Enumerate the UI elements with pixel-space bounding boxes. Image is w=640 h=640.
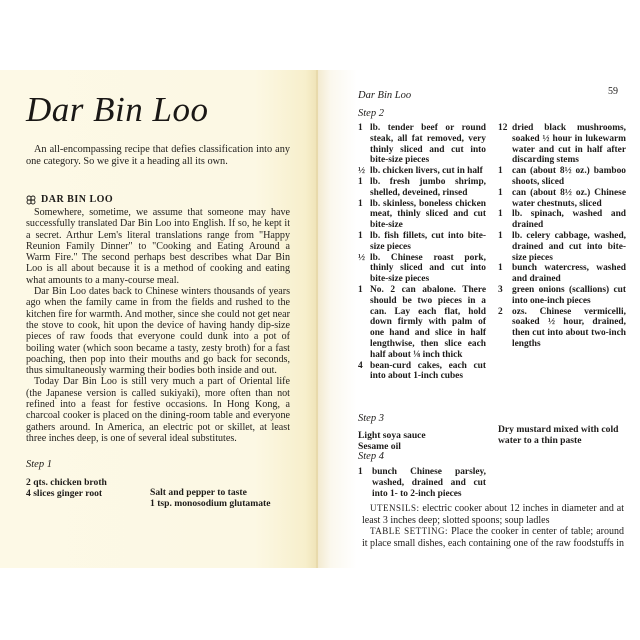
ingredient: 1 can (about 8½ oz.) Chinese water chestnuts, sliced — [498, 187, 626, 209]
right-page — [318, 70, 640, 568]
body-paragraph: Today Dar Bin Loo is still very much a part of Oriental life (the Japanese version is called sukiyaki), more often than not refined into a feast for festive occasions. In Hong Kong, a charcoal cooker is placed on the dining-room table and everyone gathers around. In America, an electric pot or skillet, at least three inches deep, is one of several ideal substitutes. — [26, 376, 290, 444]
step-3-ingredients-left — [358, 430, 426, 452]
ingredient: Sesame oil — [358, 441, 401, 452]
step-1-ingredients-left — [26, 477, 107, 499]
step-4-label: Step 4 — [358, 451, 384, 462]
running-head: Dar Bin Loo — [358, 90, 412, 101]
ingredient: 2 ozs. Chinese vermicelli, soaked ½ hour, drained, then cut into about two-inch lengths — [498, 306, 626, 349]
ingredient: 1 lb. skinless, boneless chicken meat, thinly sliced and cut bite-size — [358, 198, 486, 231]
clover-icon — [26, 195, 36, 205]
ingredient: 1 bunch Chinese parsley, washed, drained and cut into 1- to 2-inch pieces — [358, 467, 486, 499]
page-title: Dar Bin Loo — [26, 90, 209, 129]
step-4-ingredients — [358, 467, 486, 499]
ingredient: 1 lb. spinach, washed and drained — [498, 209, 626, 231]
step-1-ingredients-right — [150, 487, 270, 509]
body-paragraph: Dar Bin Loo dates back to Chinese winters thousands of years ago when the family came in from the fields and rushed to the kitchen fire for warmth. And mother, since she could not get near the stove to cook, hit upon the device of having handy dip-size pieces of raw foods that everyone could dunk into a pot of boiling water (which soon became a tasty, zesty broth) for a fast poaching, then pop into their mouths and go back for seconds, thus simultaneously warming their bodies both inside and out. — [26, 286, 290, 377]
ingredient: Light soya sauce — [358, 430, 426, 441]
body-paragraph: Somewhere, sometime, we assume that someone may have successfully translated Dar Bin Loo into English. If so, he kept it a secret. Arthur Lem's literal translations range from "Happy Reunion Family Dinner" to "Cooking and Eating Around a Warm Fire." The second perhaps best describes what Dar Bin Loo is all about because it is a method of cooking and eating what amounts to a many-course meal. — [26, 207, 290, 286]
step-3-ingredients-right — [498, 424, 626, 446]
recipe-heading-text: DAR BIN LOO — [41, 194, 114, 205]
recipe-body — [26, 207, 290, 444]
utensils-note: UTENSILS: electric cooker about 12 inches in diameter and at least 3 inches deep; slotted spoons; soup ladles — [362, 503, 624, 526]
left-page — [0, 70, 318, 568]
step-1-label: Step 1 — [26, 459, 52, 470]
step-3-label: Step 3 — [358, 413, 384, 424]
ingredient: 1 tsp. monosodium glutamate — [150, 498, 271, 509]
ingredient: Salt and pepper to taste — [150, 487, 247, 498]
ingredient: 1 lb. celery cabbage, washed, drained and cut into bite-size pieces — [498, 230, 626, 263]
page-number: 59 — [608, 86, 618, 97]
ingredient: 1 lb. fresh jumbo shrimp, shelled, deveined, rinsed — [358, 176, 486, 198]
ingredient: 1 lb. tender beef or round steak, all fat removed, very thinly sliced and cut into bite-size pieces — [358, 123, 486, 166]
ingredient: 2 qts. chicken broth — [26, 477, 107, 488]
table-setting-note: TABLE SETTING: Place the cooker in center of table; around it place small dishes, each containing one of the raw foodstuffs in — [362, 526, 624, 549]
ingredient: Dry mustard mixed with cold water to a thin paste — [498, 424, 619, 446]
step-2-column-b — [498, 123, 626, 350]
ingredient: 4 slices ginger root — [26, 488, 103, 499]
ingredient: 1 lb. fish fillets, cut into bite-size pieces — [358, 230, 486, 252]
ingredient: ½ lb. Chinese roast pork, thinly sliced and cut into bite-size pieces — [358, 252, 486, 285]
step-2-label: Step 2 — [358, 108, 384, 119]
recipe-heading — [26, 194, 113, 205]
intro-paragraph: An all-encompassing recipe that defies classification into any one category. So we give it a heading all its own. — [26, 144, 290, 167]
ingredient: 4 bean-curd cakes, each cut into about 1-inch cubes — [358, 360, 486, 382]
recipe-notes — [362, 503, 624, 549]
ingredient: 1 No. 2 can abalone. There should be two pieces in a can. Lay each flat, hold down firmly with palm of one hand and slice in half lengthwise, then slice each half about ⅛ inch thick — [358, 284, 486, 360]
ingredient: 3 green onions (scallions) cut into one-inch pieces — [498, 284, 626, 306]
ingredient: 1 bunch watercress, washed and drained — [498, 263, 626, 285]
ingredient: 1 can (about 8½ oz.) bamboo shoots, sliced — [498, 166, 626, 187]
ingredient: ½ lb. chicken livers, cut in half — [358, 166, 483, 177]
ingredient: 12 dried black mushrooms, soaked ½ hour in lukewarm water and cut in half after discarding stems — [498, 123, 626, 166]
step-2-column-a — [358, 123, 486, 382]
